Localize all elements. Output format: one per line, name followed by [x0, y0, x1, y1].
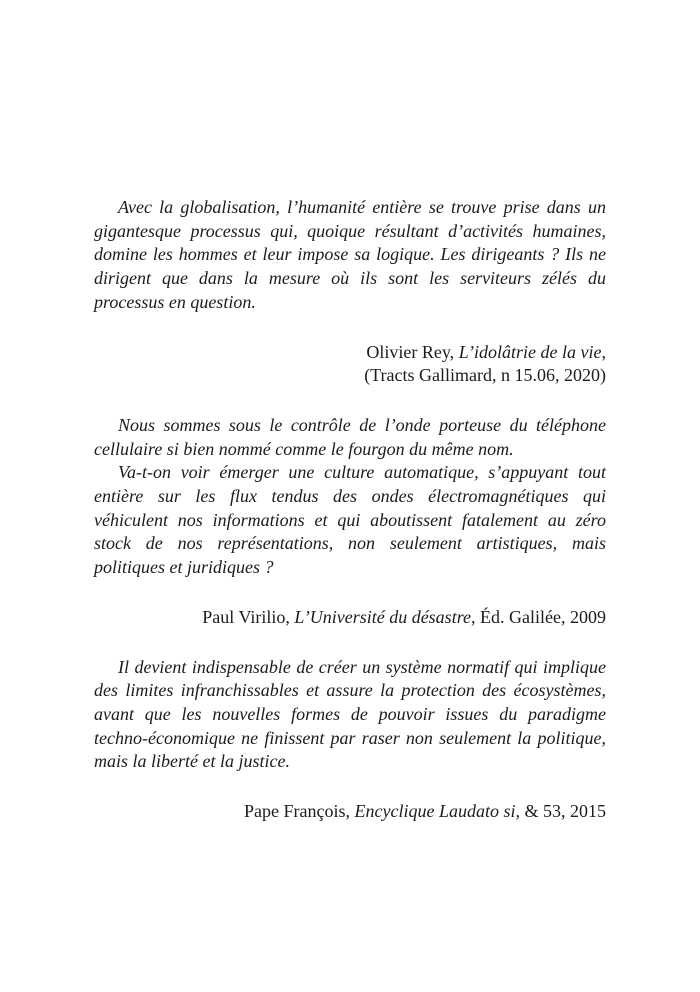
attribution-line — [94, 341, 606, 365]
attribution-work-title: L’idolâtrie de la vie, — [458, 341, 606, 362]
quote-line: entière sur les flux tendus des ondes électromagnétiques qui — [94, 486, 606, 507]
quote-line: politiques et juridiques ? — [94, 557, 274, 578]
attribution-reference: & 53, 2015 — [519, 801, 606, 822]
attribution-publisher: , Éd. Galilée, 2009 — [471, 606, 606, 627]
attribution-work-title: Encyclique Laudato si, — [354, 801, 520, 822]
quote-line: processus en question. — [94, 291, 256, 312]
quote-line: gigantesque processus qui, quoique résultant d’activités humaines, — [94, 220, 606, 241]
quote-line: véhiculent nos informations et qui aboutissent fatalement au zéro — [94, 509, 606, 530]
attribution-line — [94, 800, 606, 824]
quote-line: techno-économique ne finissent par raser non seulement la politique, — [94, 727, 606, 748]
quote-line: dirigent que dans la mesure où ils sont les serviteurs zélés du — [94, 268, 606, 289]
quote-line: Avec la globalisation, l’humanité entière se trouve prise dans un — [118, 197, 606, 217]
attribution-rey — [94, 341, 606, 388]
quote-line: avant que les nouvelles formes de pouvoir issues du paradigme — [94, 703, 606, 724]
quote-line: cellulaire si bien nommé comme le fourgon du même nom. — [94, 438, 514, 459]
attribution-work-title: L’Université du désastre — [294, 606, 472, 627]
epigraph-content — [94, 196, 606, 824]
attribution-virilio — [94, 606, 606, 630]
quote-line: stock de nos représentations, non seulement artistiques, mais — [94, 533, 606, 554]
quote-line: domine les hommes et leur impose sa logique. Les dirigeants ? Ils ne — [94, 244, 606, 265]
attribution-author: Pape François, — [244, 801, 355, 822]
epigraph-quote-virilio — [94, 414, 606, 580]
attribution-line — [94, 606, 606, 630]
quote-line: Il devient indispensable de créer un système normatif qui implique — [118, 656, 606, 677]
quote-line: Nous sommes sous le contrôle de l’onde porteuse du téléphone — [118, 414, 606, 435]
quote-line: des limites infranchissables et assure la protection des écosystèmes, — [94, 680, 606, 701]
quote-line: Va-t-on voir émerger une culture automatique, s’appuyant tout — [118, 462, 606, 483]
attribution-francois — [94, 800, 606, 824]
attribution-author: Olivier Rey, — [366, 341, 459, 362]
epigraph-quote-francois — [94, 656, 606, 775]
attribution-author: Paul Virilio, — [202, 606, 295, 627]
attribution-publisher: (Tracts Gallimard, n 15.06, 2020) — [364, 365, 606, 386]
quote-line: mais la liberté et la justice. — [94, 751, 290, 772]
epigraph-quote-rey — [94, 196, 606, 315]
